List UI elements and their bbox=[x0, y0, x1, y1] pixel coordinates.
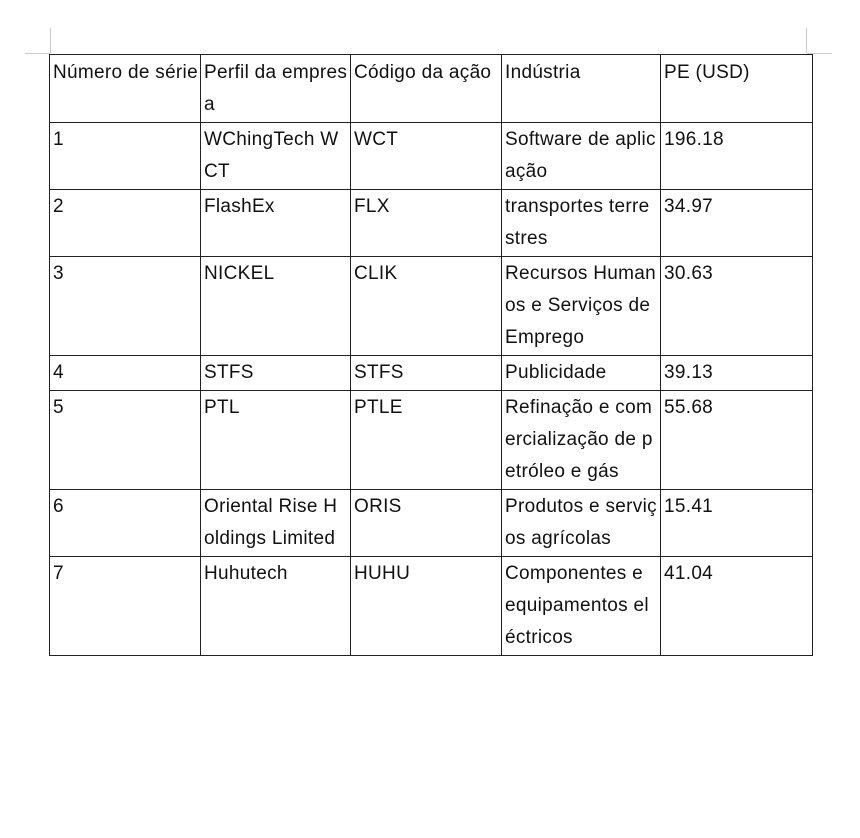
cell-company-profile[interactable]: FlashEx bbox=[201, 190, 351, 257]
cell-company-profile[interactable]: Huhutech bbox=[201, 557, 351, 656]
cell-stock-code[interactable]: STFS bbox=[351, 356, 502, 391]
cell-serial-number[interactable]: 5 bbox=[50, 391, 201, 490]
cell-stock-code[interactable]: ORIS bbox=[351, 490, 502, 557]
cell-company-profile[interactable]: WChingTech WCT bbox=[201, 123, 351, 190]
cell-industry[interactable]: Refinação e comercialização de petróleo e gás bbox=[502, 391, 661, 490]
cell-company-profile[interactable]: STFS bbox=[201, 356, 351, 391]
header-industry[interactable]: Indústria bbox=[502, 55, 661, 123]
header-stock-code[interactable]: Código da ação bbox=[351, 55, 502, 123]
table-row bbox=[50, 557, 813, 656]
cell-pe-usd[interactable]: 34.97 bbox=[661, 190, 813, 257]
page-corner-mark-left-horizontal bbox=[25, 53, 50, 54]
table-row bbox=[50, 123, 813, 190]
cell-serial-number[interactable]: 2 bbox=[50, 190, 201, 257]
header-serial-number[interactable]: Número de série bbox=[50, 55, 201, 123]
cell-company-profile[interactable]: Oriental Rise Holdings Limited bbox=[201, 490, 351, 557]
cell-pe-usd[interactable]: 196.18 bbox=[661, 123, 813, 190]
table-row bbox=[50, 391, 813, 490]
cell-company-profile[interactable]: PTL bbox=[201, 391, 351, 490]
cell-industry[interactable]: transportes terrestres bbox=[502, 190, 661, 257]
cell-stock-code[interactable]: HUHU bbox=[351, 557, 502, 656]
table-header-row bbox=[50, 55, 813, 123]
cell-pe-usd[interactable]: 15.41 bbox=[661, 490, 813, 557]
cell-serial-number[interactable]: 6 bbox=[50, 490, 201, 557]
stock-table bbox=[49, 54, 813, 656]
cell-stock-code[interactable]: FLX bbox=[351, 190, 502, 257]
table-row bbox=[50, 356, 813, 391]
cell-serial-number[interactable]: 4 bbox=[50, 356, 201, 391]
table-row bbox=[50, 490, 813, 557]
cell-stock-code[interactable]: PTLE bbox=[351, 391, 502, 490]
cell-industry[interactable]: Publicidade bbox=[502, 356, 661, 391]
cell-stock-code[interactable]: CLIK bbox=[351, 257, 502, 356]
page-corner-mark-right bbox=[806, 28, 807, 53]
cell-serial-number[interactable]: 3 bbox=[50, 257, 201, 356]
cell-industry[interactable]: Componentes e equipamentos eléctricos bbox=[502, 557, 661, 656]
cell-industry[interactable]: Recursos Humanos e Serviços de Emprego bbox=[502, 257, 661, 356]
cell-pe-usd[interactable]: 30.63 bbox=[661, 257, 813, 356]
cell-company-profile[interactable]: NICKEL bbox=[201, 257, 351, 356]
header-pe-usd[interactable]: PE (USD) bbox=[661, 55, 813, 123]
cell-pe-usd[interactable]: 55.68 bbox=[661, 391, 813, 490]
cell-stock-code[interactable]: WCT bbox=[351, 123, 502, 190]
page-corner-mark-left bbox=[50, 28, 51, 53]
header-company-profile[interactable]: Perfil da empresa bbox=[201, 55, 351, 123]
cell-serial-number[interactable]: 7 bbox=[50, 557, 201, 656]
table-row bbox=[50, 190, 813, 257]
cell-pe-usd[interactable]: 41.04 bbox=[661, 557, 813, 656]
cell-pe-usd[interactable]: 39.13 bbox=[661, 356, 813, 391]
cell-industry[interactable]: Produtos e serviços agrícolas bbox=[502, 490, 661, 557]
table-row bbox=[50, 257, 813, 356]
cell-industry[interactable]: Software de aplicação bbox=[502, 123, 661, 190]
cell-serial-number[interactable]: 1 bbox=[50, 123, 201, 190]
